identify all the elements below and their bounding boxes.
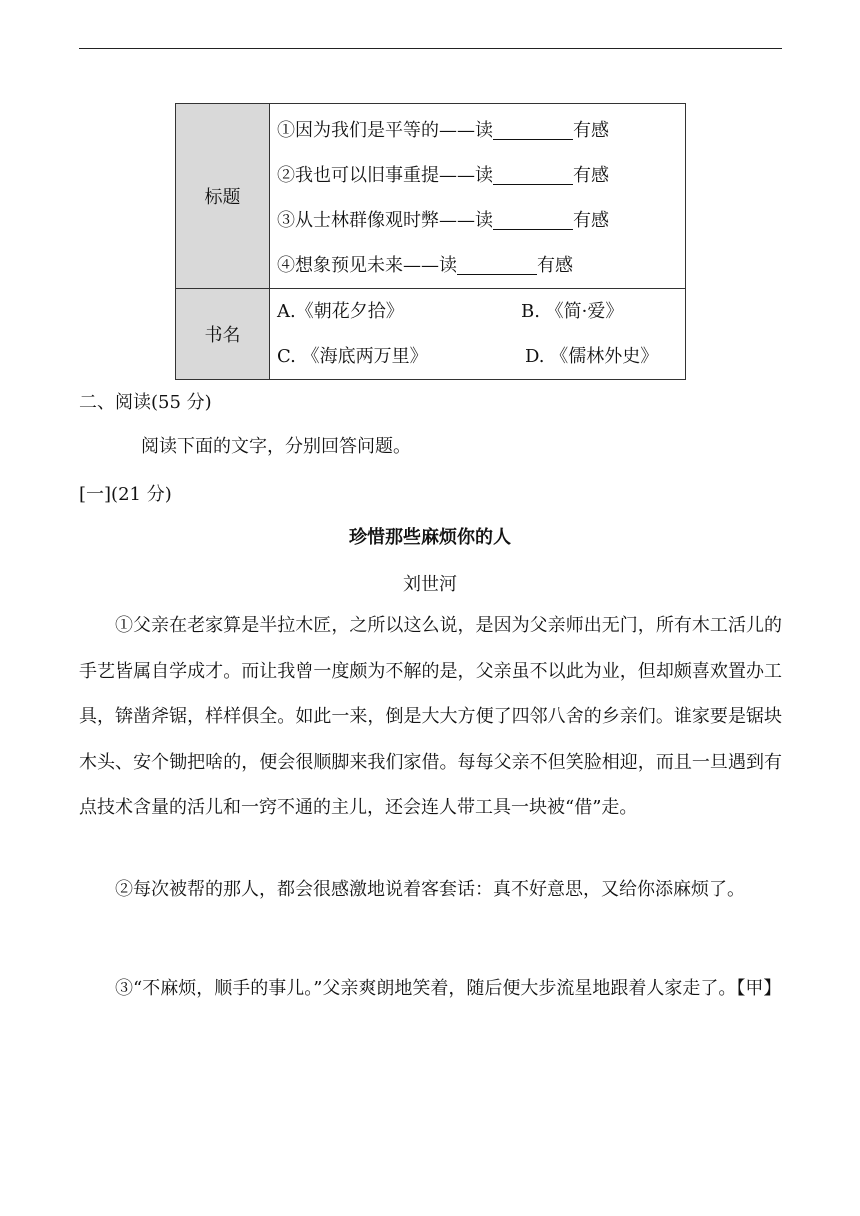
article-author: 刘世河 xyxy=(403,574,457,595)
book-option-c: C. 《海底两万里》 xyxy=(277,346,428,367)
fill-in-blank[interactable] xyxy=(493,138,573,140)
book-header: 书名 xyxy=(204,325,241,346)
part-label: [一](21 分) xyxy=(79,484,172,505)
title-item xyxy=(277,153,685,198)
title-suffix: 有感 xyxy=(573,210,609,231)
title-text: ④想象预见未来——读 xyxy=(277,255,457,276)
title-item xyxy=(277,243,685,288)
section-heading xyxy=(79,388,212,414)
book-row xyxy=(277,334,685,379)
book-option-d: D. 《儒林外史》 xyxy=(525,346,659,367)
book-option-a: A.《朝花夕拾》 xyxy=(277,301,404,322)
fill-in-blank[interactable] xyxy=(457,273,537,275)
title-item xyxy=(277,198,685,243)
section-points: (55 分) xyxy=(151,392,212,413)
fill-in-blank[interactable] xyxy=(493,183,573,185)
titles-cell xyxy=(270,104,686,289)
section-title: 二、阅读 xyxy=(79,392,151,413)
title-item xyxy=(277,108,685,153)
title-text: ①因为我们是平等的——读 xyxy=(277,120,493,141)
article-paragraph-3: ③“不麻烦，顺手的事儿。”父亲爽朗地笑着，随后便大步流星地跟着人家走了。【甲】 xyxy=(115,978,782,999)
book-option-b: B. 《简·爱》 xyxy=(521,301,624,322)
article-paragraph-1: ①父亲在老家算是半拉木匠，之所以这么说，是因为父亲师出无门，所有木工活儿的手艺皆属自学成才。而让我曾一度颇为不解的是，父亲虽不以此为业，但却颇喜欢置办工具，锛凿斧锯，样样俱全。如此一来，倒是大大方便了四邻八舍的乡亲们。谁家要是锯块木头、安个锄把啥的，便会很顺脚来我们家借。每每父亲不但笑脸相迎，而且一旦遇到有点技术含量的活儿和一窍不通的主儿，还会连人带工具一块被“借”走。 xyxy=(79,615,782,818)
books-cell xyxy=(270,289,686,380)
title-book-match-table xyxy=(175,103,686,380)
header-rule xyxy=(79,48,782,49)
book-row xyxy=(277,289,685,334)
title-suffix: 有感 xyxy=(573,165,609,186)
title-header: 标题 xyxy=(204,187,241,208)
title-text: ③从士林群像观时弊——读 xyxy=(277,210,493,231)
title-suffix: 有感 xyxy=(537,255,573,276)
title-suffix: 有感 xyxy=(573,120,609,141)
article-paragraph-2: ②每次被帮的那人，都会很感激地说着客套话：真不好意思，又给你添麻烦了。 xyxy=(115,879,745,900)
title-text: ②我也可以旧事重提——读 xyxy=(277,165,493,186)
book-header-cell xyxy=(176,289,270,380)
reading-instruction: 阅读下面的文字，分别回答问题。 xyxy=(141,436,411,457)
article-title: 珍惜那些麻烦你的人 xyxy=(349,527,511,548)
fill-in-blank[interactable] xyxy=(493,228,573,230)
title-header-cell xyxy=(176,104,270,289)
